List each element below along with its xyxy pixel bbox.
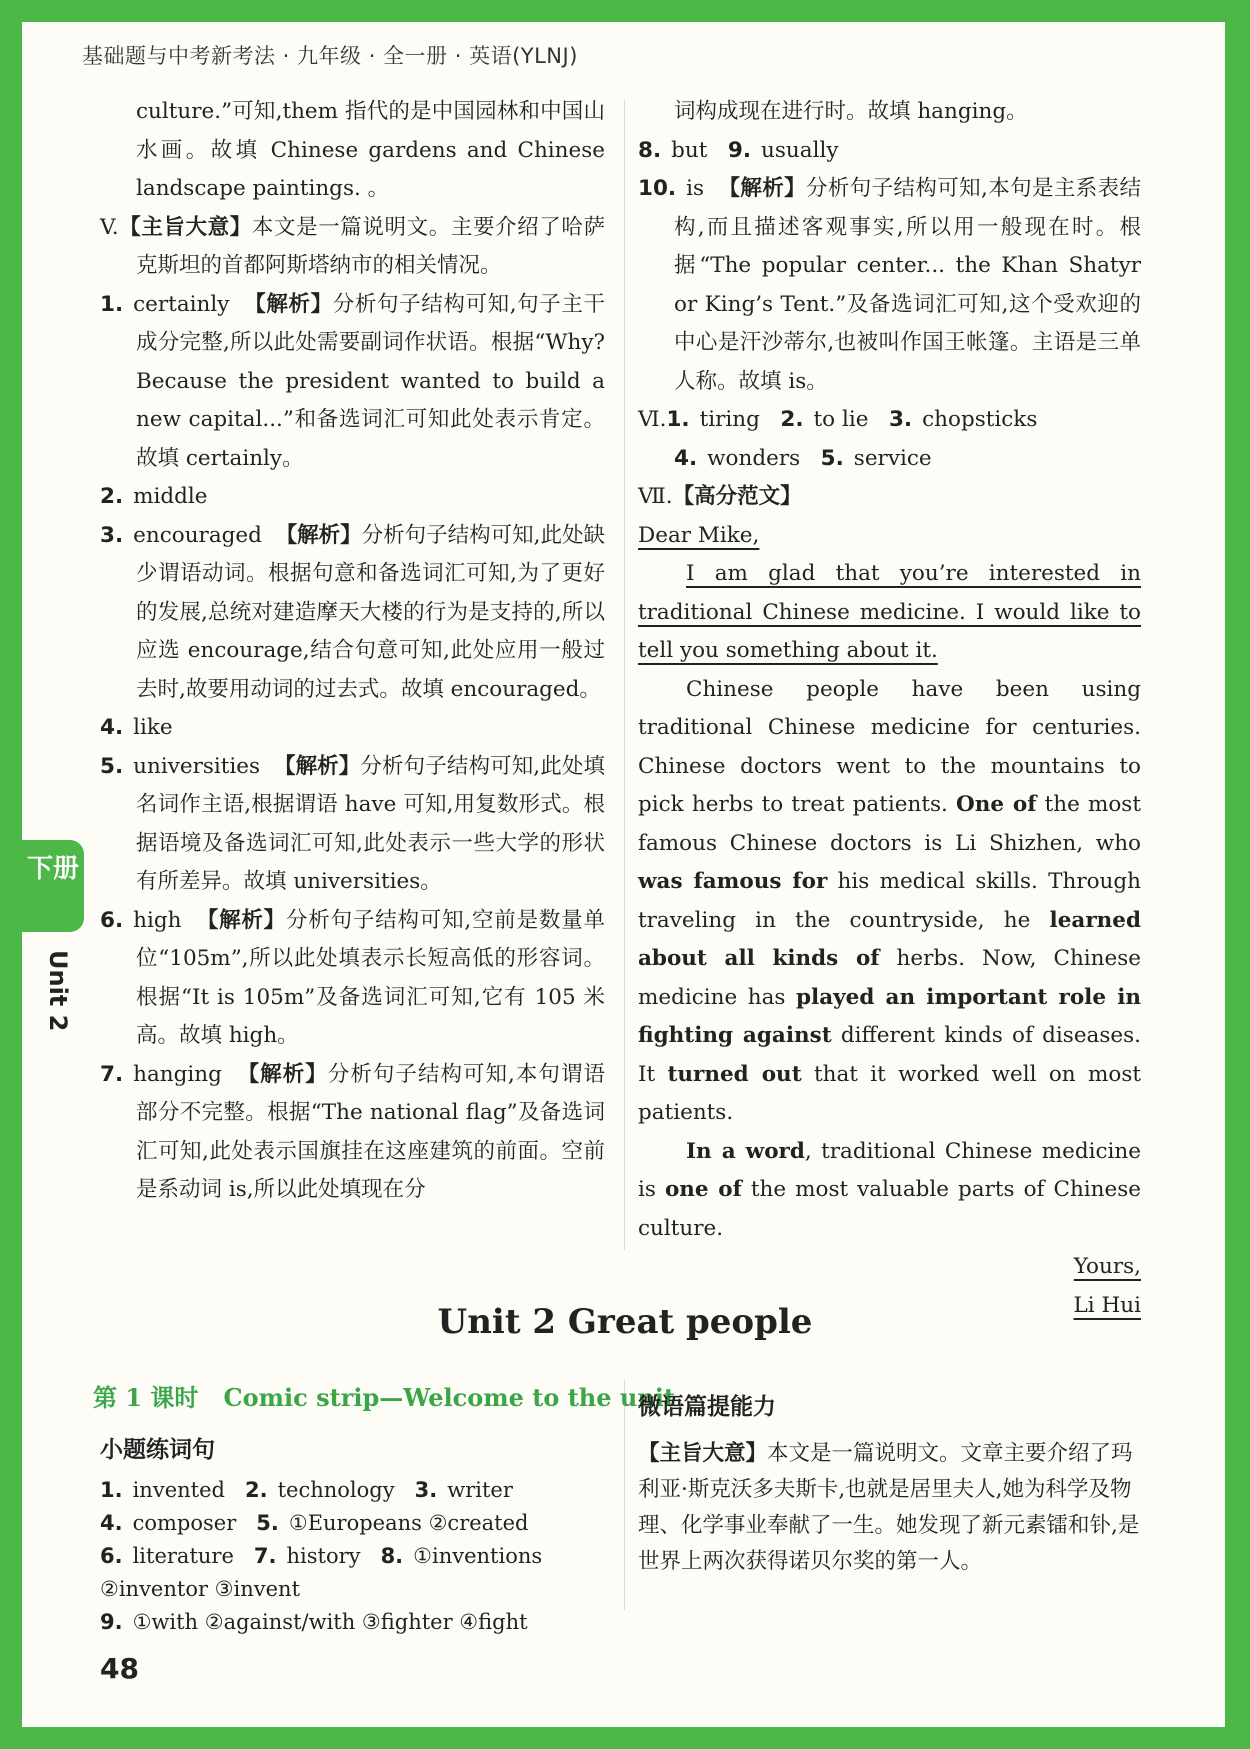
answer-item: 7. hanging 【解析】分析句子结构可知,本句谓语部分不完整。根据“The national flag”及备选词汇可知,此处表示国旗挂在这座建筑的前面。空前是系动词 is,所以此处填现在分 — [100, 1061, 605, 1202]
section-6-answers: Ⅵ.1. tiring 2. to lie 3. chopsticks — [638, 407, 1038, 432]
answer-item: 5. universities 【解析】分析句子结构可知,此处填名词作主语,根据谓语 have 可知,用复数形式。根据语境及备选词汇可知,此处表示一些大学的形状有所差异。故填 universities。 — [100, 753, 605, 894]
lesson-title: 第 1 课时 Comic strip—Welcome to the unit — [93, 1383, 675, 1412]
essay-paragraph-1: I am glad that you’re interested in traditional Chinese medicine. I would like to tell you something about it. — [638, 561, 1141, 663]
essay-closing: Yours, — [1073, 1254, 1141, 1279]
continued-text: 词构成现在进行时。故填 hanging。 — [674, 99, 1028, 124]
subsection-title-right: 微语篇提能力 — [638, 1394, 776, 1420]
section-6-answers-cont: 4. wonders 5. service — [674, 445, 932, 471]
side-tab-volume: 下册 — [22, 840, 84, 932]
right-column — [638, 93, 1141, 1325]
answer-item: 2. middle — [100, 484, 208, 509]
word-answers: 1. invented 2. technology 3. writer 4. composer 5. ①Europeans ②created 6. literature 7. history 8. ①inventions ②inventor ③invent 9. ①with ②against/with ③fighter ④fight — [100, 1478, 543, 1634]
essay-signature: Li Hui — [1073, 1292, 1141, 1318]
subsection-title-left: 小题练词句 — [100, 1437, 215, 1463]
answer-item: 10. is 【解析】分析句子结构可知,本句是主系表结构,而且描述客观事实,所以用一般现在时。根据“The popular center... the Khan Shatyr or King’s Tent.”及备选词汇可知,这个受欢迎的中心是汗沙蒂尔,也被叫作国王帐篷。主语是三单人称。故填 is。 — [638, 176, 1141, 394]
answer-item: 1. certainly 【解析】分析句子结构可知,句子主干成分完整,所以此处需要副词作状语。根据“Why? Because the president wanted to build a new capital...”和备选词汇可知此处表示肯定。故填 certainly。 — [100, 291, 605, 471]
micro-passage-summary: 【主旨大意】本文是一篇说明文。文章主要介绍了玛利亚·斯克沃多夫斯卡,也就是居里夫人,她为科学及物理、化学事业奉献了一生。她发现了新元素镭和钋,是世界上两次获得诺贝尔奖的第一人。 — [638, 1441, 1140, 1574]
answer-item: 4. like — [100, 715, 173, 740]
page-header: 基础题与中考新考法 · 九年级 · 全一册 · 英语(YLNJ) — [82, 44, 578, 68]
answer-item: 8. but 9. usually — [638, 137, 839, 163]
essay-greeting: Dear Mike, — [638, 522, 760, 548]
essay-paragraph-2: Chinese people have been using traditional Chinese medicine for centuries. Chinese doctors went to the mountains to pick herbs to treat patients. One of the most famous Chinese doctors is Li Shizhen, who was famous for his medical skills. Through traveling in the countryside, he learned about all kinds of herbs. Now, Chinese medicine has played an important role in fighting against different kinds of diseases. It turned out that it worked well on most patients. — [638, 676, 1142, 1125]
column-divider — [624, 100, 625, 1250]
column-divider-lower — [624, 1380, 625, 1610]
unit-title: Unit 2 Great people — [437, 1302, 813, 1342]
answer-item: 6. high 【解析】分析句子结构可知,空前是数量单位“105m”,所以此处填表示长短高低的形容词。根据“It is 105m”及备选词汇可知,它有 105 米高。故填 high。 — [100, 907, 605, 1048]
essay-paragraph-3: In a word, traditional Chinese medicine is one of the most valuable parts of Chinese culture. — [638, 1138, 1141, 1241]
page-number: 48 — [100, 1652, 139, 1685]
section-5-heading: V.【主旨大意】本文是一篇说明文。主要介绍了哈萨克斯坦的首都阿斯塔纳市的相关情况。 — [100, 214, 605, 278]
left-column — [100, 93, 605, 1210]
section-7-heading: Ⅶ.【高分范文】 — [638, 484, 802, 509]
answer-item: 3. encouraged 【解析】分析句子结构可知,此处缺少谓语动词。根据句意和备选词汇可知,为了更好的发展,总统对建造摩天大楼的行为是支持的,所以应选 encourage,结合句意可知,此处应用一般过去时,故要用动词的过去式。故填 encouraged。 — [100, 522, 605, 702]
side-unit-label — [44, 950, 72, 982]
continued-text: culture.”可知,them 指代的是中国园林和中国山水画。故填 Chinese gardens and Chinese landscape paintings. 。 — [136, 99, 605, 201]
